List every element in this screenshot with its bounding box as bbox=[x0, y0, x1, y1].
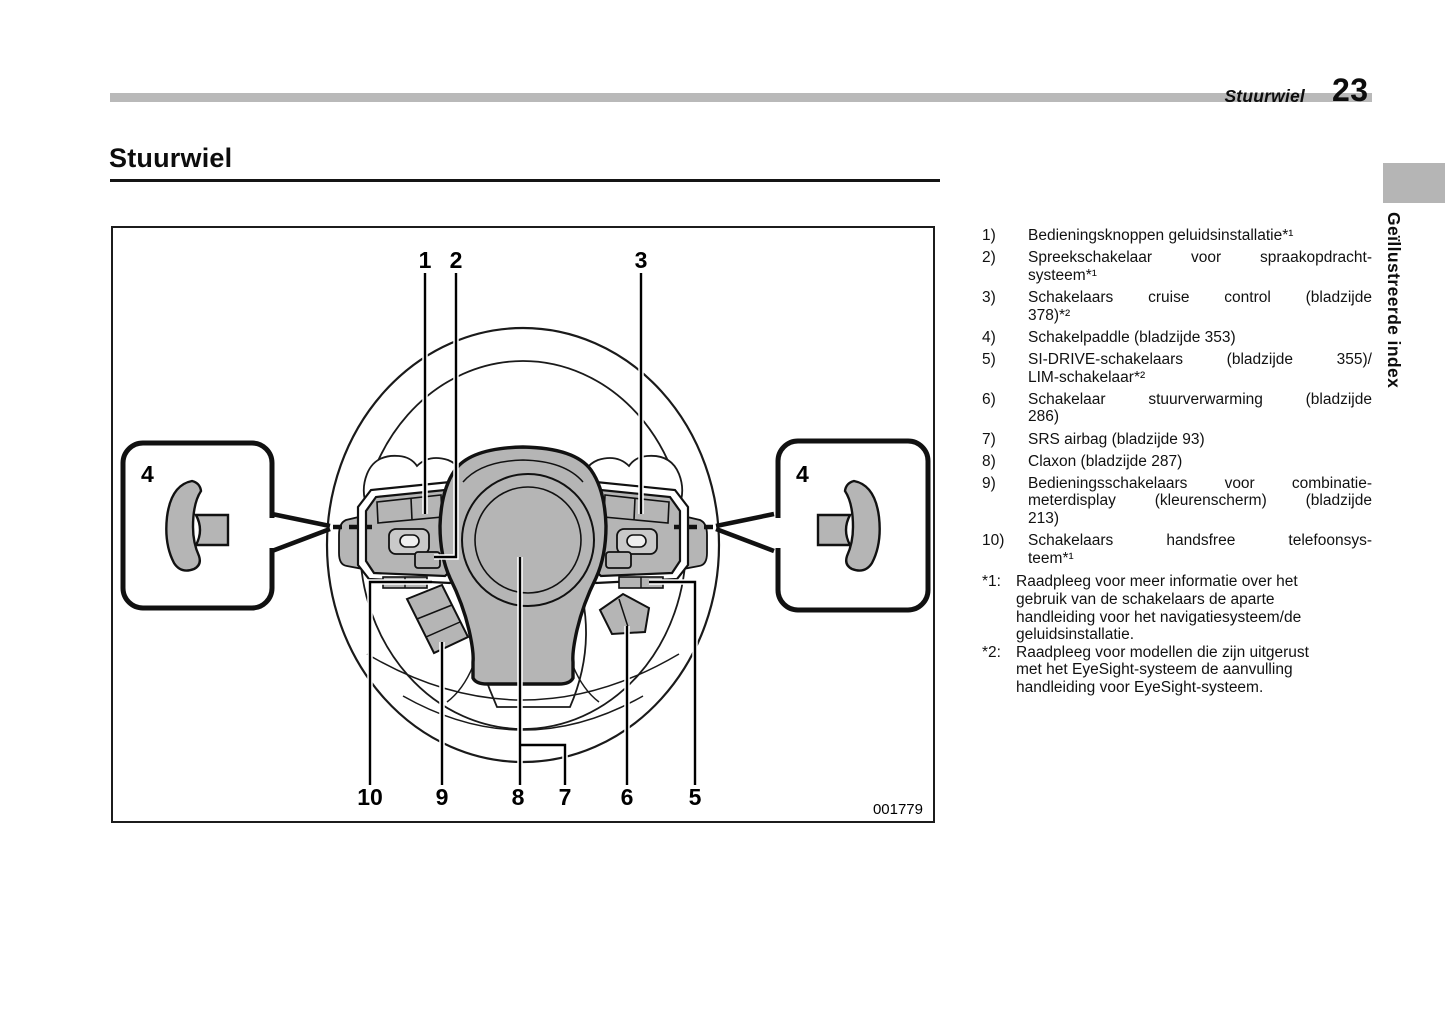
legend-item-text: Schakelaar stuurverwarming (bladzijde 286) bbox=[1028, 390, 1372, 426]
footnote-text: Raadpleeg voor modellen die zijn uitgerust met het EyeSight-systeem de aanvulling handleiding voor EyeSight-systeem. bbox=[1016, 643, 1309, 696]
title-underline bbox=[110, 179, 940, 182]
callout-number-4-right: 4 bbox=[796, 461, 809, 487]
legend-item-number: 2) bbox=[982, 249, 996, 267]
legend-item-text: SRS airbag (bladzijde 93) bbox=[1028, 430, 1205, 448]
legend-item bbox=[982, 431, 1372, 449]
callout-number-9: 9 bbox=[435, 784, 449, 810]
legend-item-number: 7) bbox=[982, 430, 996, 448]
steering-wheel-diagram bbox=[111, 226, 935, 823]
steering-wheel-figure bbox=[111, 226, 935, 823]
legend-item-text: Schakelaars cruise control (bladzijde 378)*² bbox=[1028, 288, 1372, 324]
section-tab-marker bbox=[1383, 163, 1445, 203]
callout-number-6: 6 bbox=[620, 784, 634, 810]
legend-item-number: 1) bbox=[982, 227, 996, 244]
callout-number-8: 8 bbox=[511, 784, 525, 810]
legend-item bbox=[982, 532, 1372, 567]
legend-item bbox=[982, 351, 1372, 386]
legend-item-text: Claxon (bladzijde 287) bbox=[1028, 452, 1183, 470]
legend-item-text: Schakelpaddle (bladzijde 353) bbox=[1028, 328, 1236, 346]
header-page-number: 23 bbox=[1332, 72, 1369, 108]
legend-item bbox=[982, 453, 1372, 471]
callout-number-10: 10 bbox=[357, 784, 383, 810]
callout-number-7: 7 bbox=[558, 784, 572, 810]
legend-item-number: 5) bbox=[982, 350, 996, 368]
legend-item-number: 9) bbox=[982, 474, 996, 492]
footnote-marker: *1: bbox=[982, 573, 1001, 591]
footnote-text: Raadpleeg voor meer informatie over het gebruik van de schakelaars de aparte handleiding voor het navigatiesysteem/de geluidsinstallatie. bbox=[1016, 573, 1302, 644]
footnote bbox=[982, 573, 1372, 643]
legend-item-text: Bedieningsschakelaars voor combinatie- meterdisplay (kleurenscherm) (bladzijde 213) bbox=[1028, 474, 1372, 528]
callout-number-5: 5 bbox=[688, 784, 702, 810]
figure-code: 001779 bbox=[872, 801, 923, 818]
legend-footnotes bbox=[982, 573, 1372, 696]
legend-item-number: 6) bbox=[982, 390, 996, 408]
callout-number-4-left: 4 bbox=[141, 461, 154, 487]
header-section-label: Stuurwiel bbox=[1224, 86, 1305, 106]
legend-item-text: SI-DRIVE-schakelaars (bladzijde 355)/ LIM-schakelaar*² bbox=[1028, 350, 1372, 386]
legend-item-text: Schakelaars handsfree telefoonsys- teem*¹ bbox=[1028, 532, 1372, 567]
legend-item-number: 10) bbox=[982, 532, 1005, 550]
section-tab-label: Geïllustreerde index bbox=[1384, 212, 1404, 389]
legend-item bbox=[982, 475, 1372, 528]
legend-item bbox=[982, 329, 1372, 347]
callout-number-2: 2 bbox=[449, 247, 463, 273]
legend-item-number: 4) bbox=[982, 328, 996, 346]
legend-item-text: Bedieningsknoppen geluidsinstallatie*¹ bbox=[1028, 227, 1294, 244]
legend-item bbox=[982, 391, 1372, 426]
legend-item-number: 3) bbox=[982, 288, 996, 306]
legend bbox=[982, 227, 1372, 697]
legend-item-number: 8) bbox=[982, 452, 996, 470]
page-title: Stuurwiel bbox=[109, 143, 233, 173]
legend-item-text: Spreekschakelaar voor spraakopdracht- systeem*¹ bbox=[1028, 249, 1372, 284]
footnote-marker: *2: bbox=[982, 643, 1001, 661]
footnote bbox=[982, 644, 1372, 697]
legend-item bbox=[982, 227, 1372, 245]
callout-number-1: 1 bbox=[418, 247, 432, 273]
legend-item bbox=[982, 249, 1372, 284]
legend-item bbox=[982, 289, 1372, 324]
callout-number-3: 3 bbox=[634, 247, 648, 273]
